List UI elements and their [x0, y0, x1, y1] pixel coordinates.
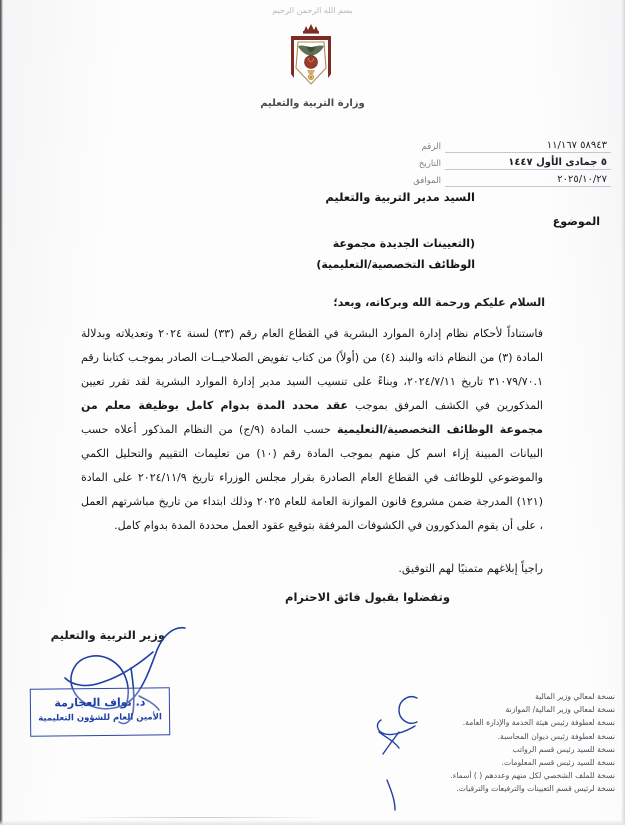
reference-gregorian-label: الموافق: [413, 176, 441, 186]
body-part-2: حسب المادة (٩/ج) من النظام المذكور أعلاه حسب البيانات المبينة إزاء اسم كل منهم بموجب المادة رقم (١٠) من تعليمات التقييم والتحليل الكمي والموضوعي للوظائف في القطاع العام الصادرة بقرار مجلس الوزراء تاريخ ٢٠٢٤/١١/٩ على المادة (١٢١) المدرجة ضمن مشروع قانون الموازنة العامة للعام ٢٠٢٥ وذلك ابتداء من تاريخ مباشرتهم العمل ، على أن يقوم المذكورون في الكشوفات المرفقة بتوقيع عقود العمل محددة المدة بدوام كامل.: [81, 423, 543, 532]
cc-item: نسخة للملف الشخصي لكل منهم وعددهم ( ) أسماء.: [450, 771, 615, 781]
official-stamp: [30, 687, 170, 736]
bottom-divider: [70, 817, 330, 818]
reference-number-value: ٥٨٩٤٣ ١١/١٦٧: [546, 140, 607, 151]
subject-text: [145, 233, 475, 275]
signature-title: وزير التربية والتعليم: [50, 628, 165, 642]
basmala-text: بسم الله الرحمن الرحيم: [272, 6, 353, 15]
reference-gregorian-value: ٢٠٢٥/١٠/٢٧: [557, 174, 607, 185]
reference-number-row: [411, 136, 611, 153]
body-paragraph: [81, 322, 543, 538]
body-part-1: فاستناداً لأحكام نظام إدارة الموارد البشرية في القطاع العام رقم (٣٣) لسنة ٢٠٢٤ وتعديلاته وبدلالة المادة (٣) من النظام ذاته والبند (٤) من (أولاً) من كتاب تفويض الصلاحيــات الصادر بموجـب كتابنا رقم ٣١٠٧٩/٧٠.١ تاريخ ٢٠٢٤/٧/١١، وبناءً على تنسيب السيد مدير إدارة الموارد البشرية لقد تقرر تعيين المذكورين في الكشف المرفق بموجب: [81, 327, 544, 412]
cc-item: نسخة لعطوفة رئيس ديوان المحاسبة.: [497, 731, 615, 741]
subject-line-1: (التعيينات الجديدة مجموعة: [332, 237, 475, 250]
letter-body: [81, 322, 543, 538]
reference-gregorian-row: [411, 170, 611, 187]
closing-salutation: وتفضلوا بقبول فائق الاحترام: [285, 590, 450, 604]
page-edge-bottom: [0, 820, 625, 825]
cc-item: نسخة لمعالي وزير المالية: [535, 692, 615, 701]
cc-item: نسخة للسيد رئيس قسم الرواتب: [512, 744, 615, 754]
body-emphasis: عقد محدد المدة بدوام كامل بوظيفة معلم من مجموعة الوظائف التخصصية/التعليمية: [81, 399, 543, 436]
ministry-name: وزارة التربية والتعليم: [260, 98, 365, 109]
reference-block: [411, 136, 611, 187]
cc-item: نسخة لعطوفة رئيس هيئة الخدمة والإدارة العامة.: [462, 718, 615, 728]
cc-item: نسخة لرئيس قسم التعيينات والترفيعات والترقيات.: [456, 784, 615, 794]
cc-distribution-list: [420, 690, 615, 796]
reference-date-value: ٥ جمادى الأول ١٤٤٧: [508, 157, 607, 168]
emblem-container: [0, 22, 625, 102]
cc-item: نسخة للسيد رئيس قسم المعلومات.: [501, 758, 615, 768]
stamp-role: الأمين العام للشؤون التعليمية: [38, 712, 162, 724]
subject-line-2: الوظائف التخصصية/التعليمية): [316, 258, 475, 271]
reference-number-line: [445, 139, 611, 153]
reference-gregorian-line: [445, 173, 611, 187]
addressee-line: السيد مدير التربية والتعليم: [325, 190, 475, 204]
closing-wish: راجياً إبلاغهم متمنيًا لهم التوفيق.: [398, 562, 543, 575]
reference-date-row: [411, 153, 611, 170]
subject-label: الموضوع: [552, 215, 600, 228]
page-edge-left: [0, 0, 3, 825]
salutation: السلام عليكم ورحمة الله وبركاته، وبعد؛: [333, 296, 545, 309]
reference-date-line: [445, 156, 611, 170]
reference-number-label: الرقم: [421, 142, 441, 152]
reference-date-label: التاريخ: [418, 159, 441, 169]
jordan-coat-of-arms-icon: [280, 22, 346, 98]
stamp-name: د. نواف العجارمة: [54, 695, 146, 710]
page-edge-right: [621, 0, 625, 825]
margin-initials-mark: [365, 692, 425, 812]
cc-item: نسخة لمعالي وزير المالية/ الموازنة: [505, 705, 615, 715]
